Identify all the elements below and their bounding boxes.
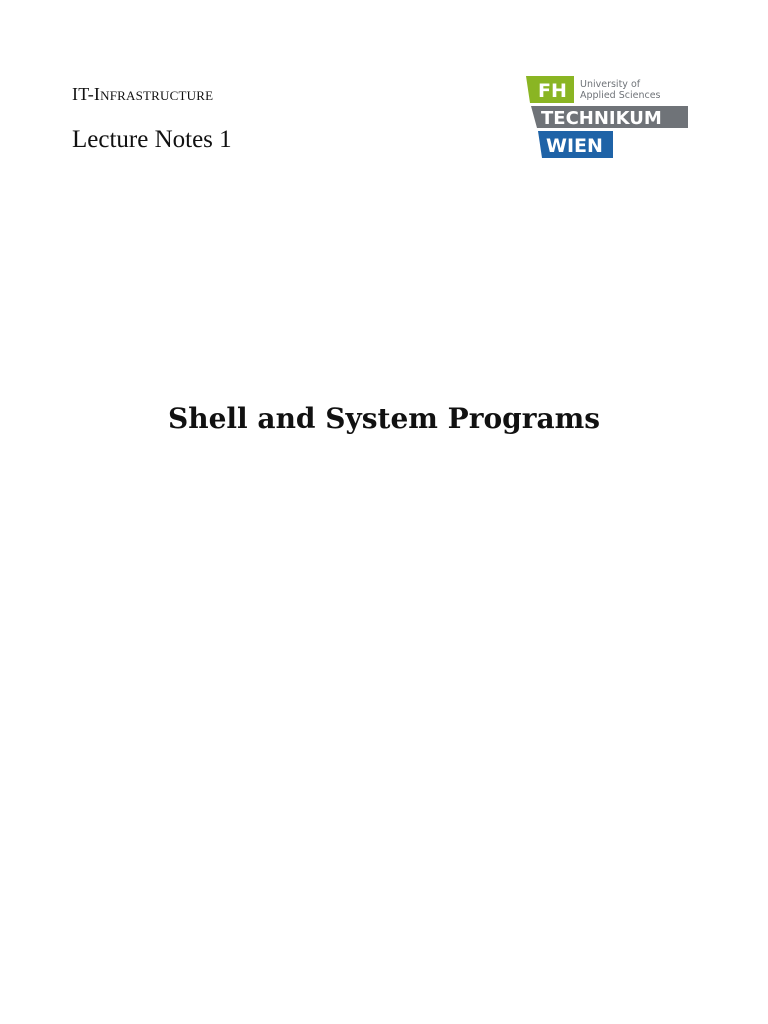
logo-univ-line-2: Applied Sciences bbox=[580, 90, 661, 101]
course-name: IT-Infrastructure bbox=[72, 84, 214, 104]
logo-univ-line-1: University of bbox=[580, 79, 641, 90]
lecture-notes-label: Lecture Notes 1 bbox=[72, 126, 232, 153]
logo-fh-text: FH bbox=[538, 80, 567, 102]
document-title: Shell and System Programs bbox=[168, 402, 600, 435]
logo-wien-text: WIEN bbox=[546, 135, 603, 157]
fh-technikum-wien-logo bbox=[524, 76, 690, 160]
logo-technikum-text: TECHNIKUM bbox=[541, 108, 662, 129]
